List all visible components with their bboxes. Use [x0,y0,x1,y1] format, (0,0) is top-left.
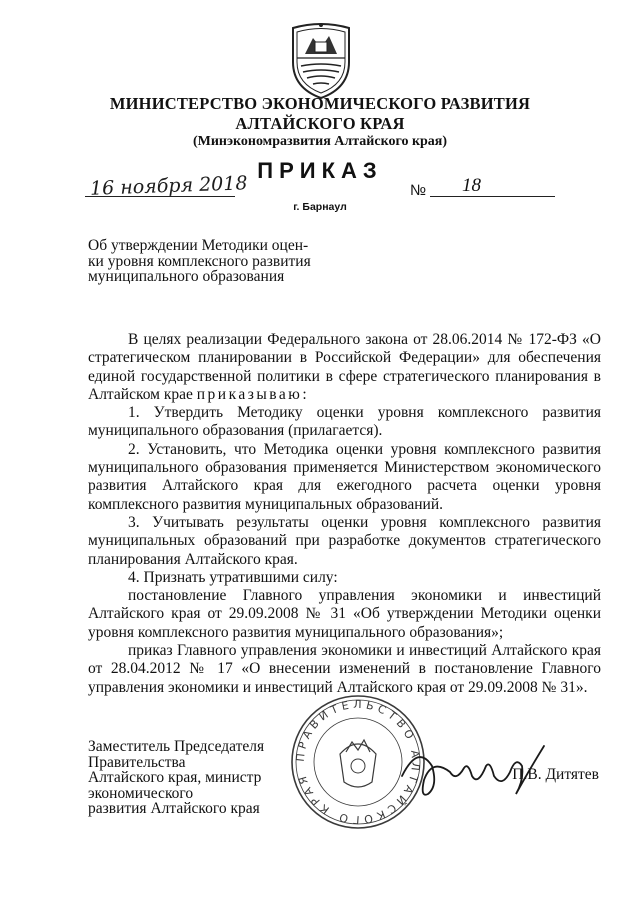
order-date: 16 ноября 2018 [89,172,248,200]
document-type-title: ПРИКАЗ [257,158,383,183]
seal-text: ПРАВИТЕЛЬСТВО АЛТАЙСКОГО КРАЯ [293,697,423,827]
ministry-name [0,94,640,134]
order-body [88,331,601,697]
signer-title-line2: Алтайского края, министр экономического [88,769,262,802]
body-paragraph-item2: 2. Установить, что Методика оценки уровня комплексного развития муниципального образования применяется Министерством экономического развития Алтайского края для ежегодного расчета оценки уровня комплексного развития муниципальных образований. [88,440,601,513]
city-label: г. Барнаул [293,201,347,213]
ministry-name-line2: АЛТАЙСКОГО КРАЯ [235,114,405,133]
order-number: 18 [462,175,481,196]
ministry-name-line1: МИНИСТЕРСТВО ЭКОНОМИЧЕСКОГО РАЗВИТИЯ [109,94,531,113]
date-underline [85,196,235,197]
subject-line3: муниципального образования [88,268,285,285]
body-paragraph-item4: 4. Признать утратившими силу: [128,568,338,586]
body-paragraph-preamble [88,331,601,404]
order-subject [88,238,328,285]
body-paragraph-item1: 1. Утвердить Методику оценки уровня комплексного развития муниципального образования (прилагается). [88,404,601,440]
body-paragraph-repeal2: приказ Главного управления экономики и инвестиций Алтайского края от 28.04.2012 № 17 «О внесении изменений в постановление Главного управления экономики и инвестиций Алтайского края от 29.09.2008 № 31». [88,642,601,696]
signer-name: П.В. Дитятев [512,766,599,783]
preamble-colon: : [302,385,307,403]
altai-krai-coat-of-arms-icon [285,22,357,100]
order-number-sign: № [410,182,427,199]
signer-title-line1: Заместитель Председателя Правительства [88,738,265,771]
preamble-text: В целях реализации Федерального закона от 28.06.2014 № 172-ФЗ «О стратегическом планировании в Российской Федерации» для обеспечения единой государственной политики в сфере стратегического планирования в Алтайском крае [88,331,601,403]
order-word: приказываю [196,385,303,403]
subject-line1: Об утверждении Методики оцен- [88,237,309,254]
signer-title-line3: развития Алтайского края [88,800,260,817]
ministry-short-name: (Минэкономразвития Алтайского края) [192,134,448,149]
number-underline [430,196,555,197]
handwritten-signature-icon [398,736,548,806]
body-paragraph-item3: 3. Учитывать результаты оценки уровня комплексного развития муниципальных образований при разработке документов стратегического планирования Алтайского края. [88,513,601,568]
subject-line2: ки уровня комплексного развития [88,252,311,270]
body-paragraph-repeal1: постановление Главного управления экономики и инвестиций Алтайского края от 29.09.2008 № 31 «Об утверждении Методики оценки уровня комплексного развития муниципального образования»; [88,587,601,641]
